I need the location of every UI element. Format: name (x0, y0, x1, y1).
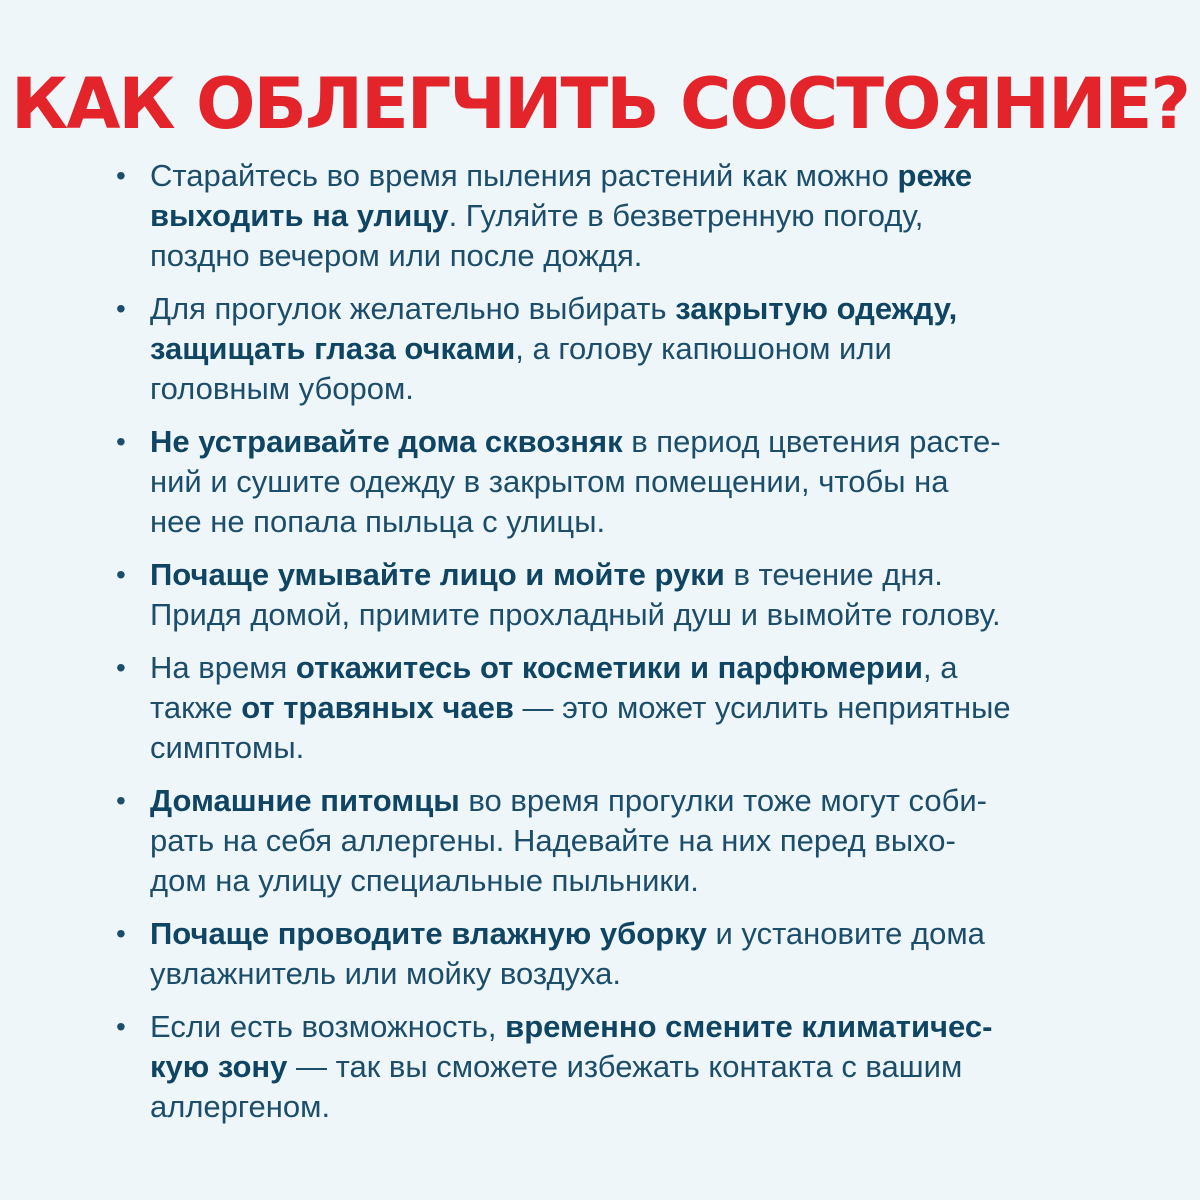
list-item (0, 555, 1200, 635)
list-item-line (150, 595, 1140, 635)
list-item-line (150, 555, 1140, 595)
list-item-line (150, 236, 1140, 276)
emphasis-text: Почаще проводите влажную уборку (150, 916, 707, 951)
body-text: . Гуляйте в безветренную погоду, (448, 198, 924, 233)
body-text: симптомы. (150, 730, 305, 765)
list-item-line (150, 781, 1140, 821)
body-text: рать на себя аллергены. Надевайте на них перед выхо- (150, 823, 956, 858)
body-text: и установите дома (706, 916, 985, 951)
list-item-line (150, 648, 1140, 688)
list-item-line (150, 1087, 1140, 1127)
emphasis-text: Почаще умывайте лицо и мойте руки (150, 557, 725, 592)
emphasis-text: Домашние питомцы (150, 783, 460, 818)
list-item-line (150, 1007, 1140, 1047)
list-item-line (150, 369, 1140, 409)
emphasis-text: откажитесь от косметики и парфюмерии (295, 650, 923, 685)
emphasis-text: временно смените климатичес- (505, 1009, 993, 1044)
bullet-icon: • (116, 652, 126, 683)
bullet-icon: • (116, 293, 126, 324)
emphasis-text: кую зону (150, 1049, 288, 1084)
body-text: увлажнитель или мойку воздуха. (150, 956, 622, 991)
tips-list (0, 156, 1200, 1140)
list-item (0, 781, 1200, 901)
body-text: аллергеном. (150, 1089, 331, 1124)
list-item-line (150, 954, 1140, 994)
list-item (0, 156, 1200, 276)
list-item (0, 1007, 1200, 1127)
body-text: — так вы сможете избежать контакта с вашим (287, 1049, 963, 1084)
list-item-line (150, 329, 1140, 369)
body-text: Старайтесь во время пыления растений как можно (150, 158, 898, 193)
body-text: ний и сушите одежду в закрытом помещении, чтобы на (150, 464, 949, 499)
body-text: На время (150, 650, 296, 685)
emphasis-text: выходить на улицу (150, 198, 449, 233)
body-text: , а голову капюшоном или (515, 331, 892, 366)
emphasis-text: защищать глаза очками (150, 331, 516, 366)
list-item-line (150, 821, 1140, 861)
list-item-line (150, 861, 1140, 901)
list-item-line (150, 1047, 1140, 1087)
body-text: Для прогулок желательно выбирать (150, 291, 676, 326)
list-item-line (150, 462, 1140, 502)
list-item (0, 289, 1200, 409)
list-item-line (150, 502, 1140, 542)
list-item (0, 422, 1200, 542)
emphasis-text: от травяных чаев (241, 690, 514, 725)
list-item-line (150, 196, 1140, 236)
list-item (0, 648, 1200, 768)
body-text: во время прогулки тоже могут соби- (459, 783, 987, 818)
list-item-line (150, 289, 1140, 329)
list-item-line (150, 914, 1140, 954)
emphasis-text: реже (897, 158, 973, 193)
bullet-icon: • (116, 559, 126, 590)
page-title: КАК ОБЛЕГЧИТЬ СОСТОЯНИЕ? (10, 63, 1190, 145)
emphasis-text: Не устраивайте дома сквозняк (150, 424, 623, 459)
body-text: дом на улицу специальные пыльники. (150, 863, 699, 898)
body-text: Если есть возможность, (150, 1009, 506, 1044)
body-text: Придя домой, примите прохладный душ и вымойте голову. (150, 597, 1001, 632)
body-text: нее не попала пыльца с улицы. (150, 504, 606, 539)
list-item-line (150, 422, 1140, 462)
list-item-line (150, 728, 1140, 768)
list-item (0, 914, 1200, 994)
list-item-line (150, 156, 1140, 196)
body-text: в течение дня. (724, 557, 943, 592)
bullet-icon: • (116, 426, 126, 457)
body-text: также (150, 690, 242, 725)
emphasis-text: закрытую одежду, (675, 291, 958, 326)
bullet-icon: • (116, 1011, 126, 1042)
body-text: головным убором. (150, 371, 414, 406)
body-text: поздно вечером или после дождя. (150, 238, 643, 273)
body-text: в период цветения расте- (622, 424, 1001, 459)
bullet-icon: • (116, 918, 126, 949)
body-text: , а (922, 650, 958, 685)
body-text: — это может усилить неприятные (513, 690, 1011, 725)
bullet-icon: • (116, 160, 126, 191)
bullet-icon: • (116, 785, 126, 816)
list-item-line (150, 688, 1140, 728)
